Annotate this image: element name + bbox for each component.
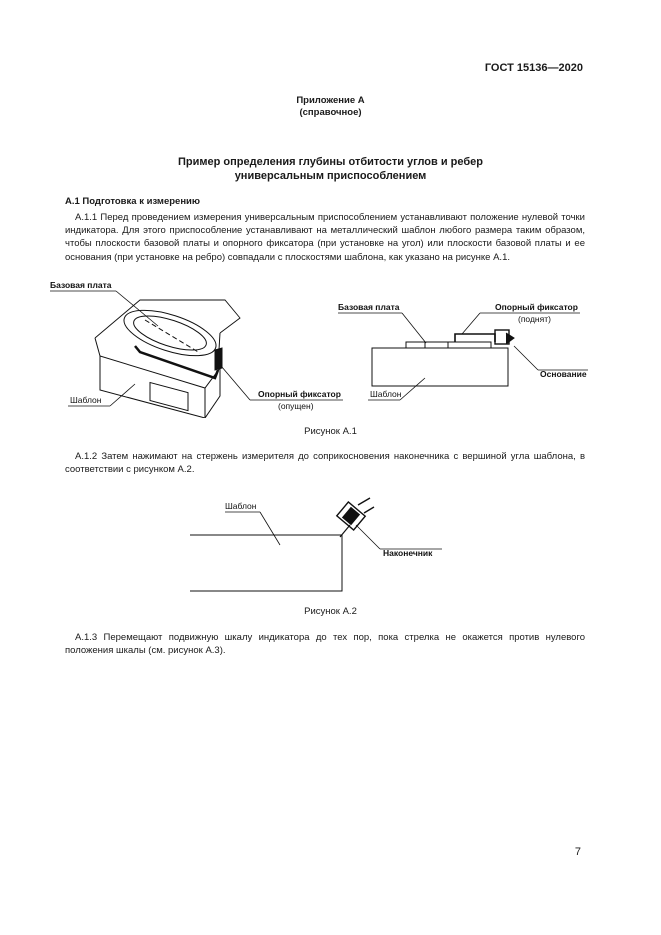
fig-a1-right-support-lock-label: Опорный фиксатор — [495, 302, 578, 312]
paragraph-a-1-1-text: А.1.1 Перед проведением измерения универсальным приспособлением устанавливают положение нулевой точки индикатора. Для этого приспособление устанавливают на металлический шаблон любого размера таким образом, чтобы плоскости базовой платы и опорного фиксатора (при установке на угол) или плоскости базовой платы и ее основания (при установке на ребро) совпадали с плоскостями шаблона, как указано на рисунке А.1. — [65, 212, 585, 263]
appendix-subtitle: (справочное) — [299, 107, 362, 118]
section-title: А.1 Подготовка к измерению — [65, 196, 201, 207]
figure-a1-caption: Рисунок А.1 — [304, 426, 357, 437]
appendix-title: Приложение А — [296, 95, 365, 106]
page-number: 7 — [574, 846, 581, 858]
main-title-line-2: универсальным приспособлением — [234, 170, 427, 182]
figure-a2-caption: Рисунок А.2 — [304, 606, 357, 617]
fig-a1-right-base-label: Основание — [540, 369, 587, 379]
figure-a1-right-sideview — [372, 330, 514, 386]
fig-a1-right-template-label: Шаблон — [370, 389, 402, 399]
paragraph-a-1-2-text: А.1.2 Затем нажимают на стержень измерителя до соприкосновения наконечника с вершиной угла шаблона, в соответствии с рисунком А.2. — [65, 451, 585, 476]
fig-a1-left-support-lock-state: (опущен) — [278, 401, 314, 411]
fig-a1-left-base-plate-label: Базовая плата — [50, 280, 112, 290]
fig-a2-template-label: Шаблон — [225, 501, 257, 511]
figure-a2-tip-device — [337, 498, 374, 537]
fig-a1-right-support-lock-state: (поднят) — [518, 314, 551, 324]
standard-number: ГОСТ 15136—2020 — [484, 62, 583, 74]
figure-a2-template-shape — [190, 535, 342, 591]
main-title — [0, 155, 661, 183]
fig-a1-right-base-plate-label: Базовая плата — [338, 302, 400, 312]
paragraph-a-1-3-text: А.1.3 Перемещают подвижную шкалу индикатора до тех пор, пока стрелка не окажется против нулевого положения шкалы (см. рисунок А.3). — [65, 632, 585, 657]
fig-a1-left-support-lock-label: Опорный фиксатор — [258, 389, 341, 399]
fig-a1-left-template-label: Шаблон — [70, 395, 102, 405]
figure-a1-drawing — [40, 278, 610, 418]
paragraph-a-1-3 — [65, 631, 585, 657]
paragraph-a-1-2 — [65, 450, 585, 476]
main-title-line-1: Пример определения глубины отбитости углов и ребер — [178, 156, 483, 168]
paragraph-a-1-1 — [65, 211, 585, 264]
fig-a2-tip-label: Наконечник — [383, 548, 433, 558]
figure-a2-drawing — [180, 495, 480, 600]
